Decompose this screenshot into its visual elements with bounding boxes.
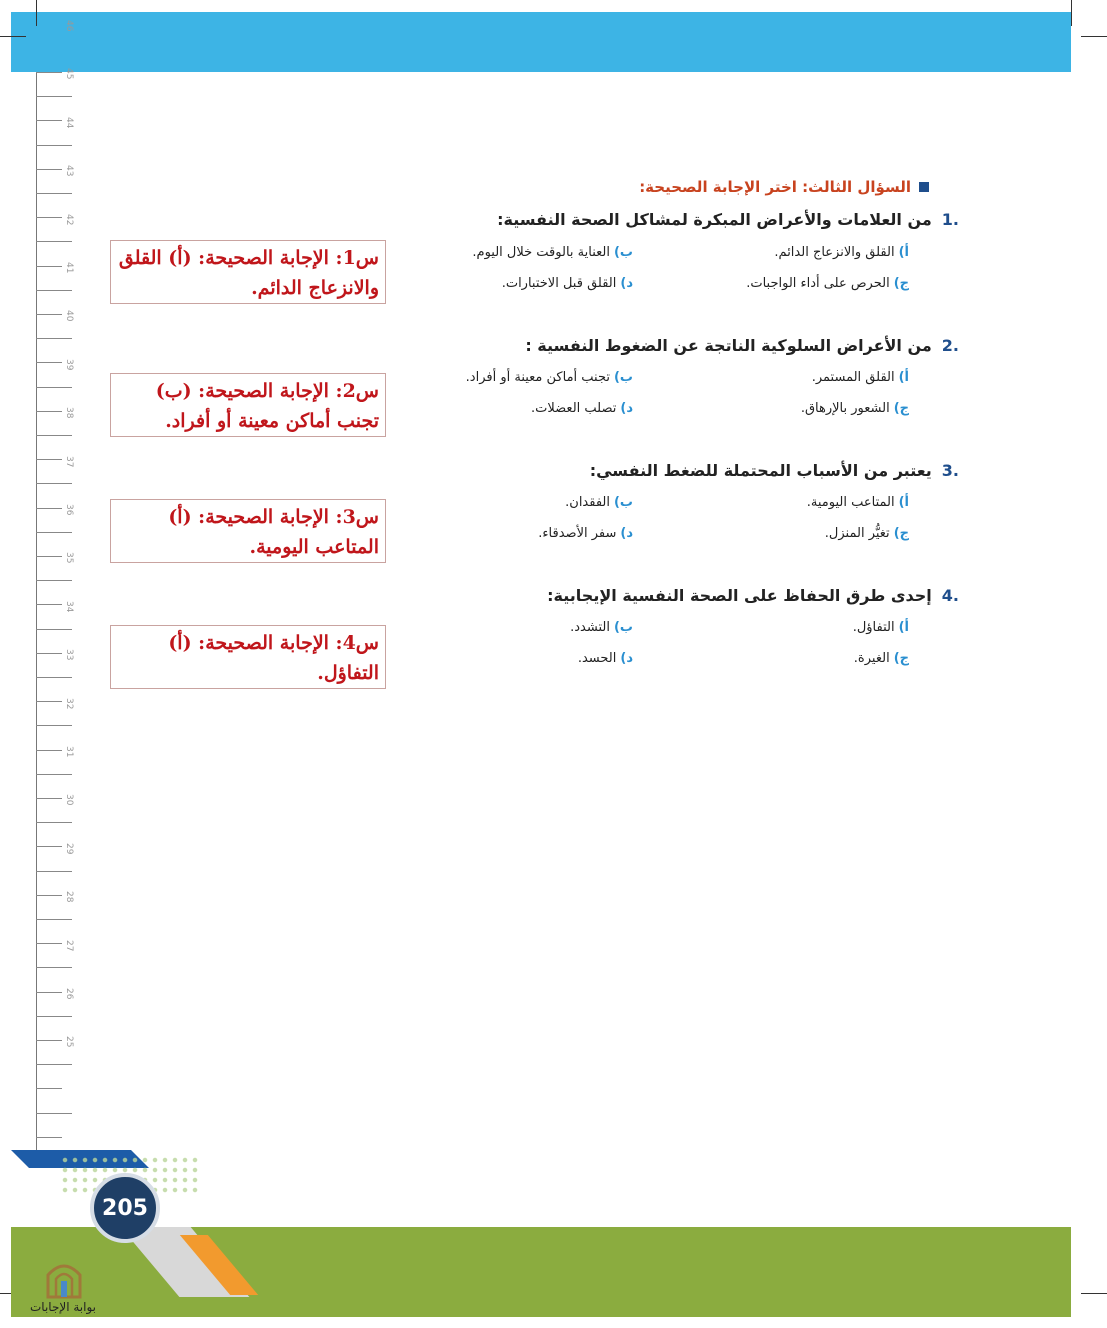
option-b: ب)العناية بالوقت خلال اليوم. <box>472 245 633 260</box>
answer-line: س1: الإجابة الصحيحة: (أ) القلق <box>118 247 379 269</box>
answer-box-1 <box>110 240 386 304</box>
ruler-tick <box>36 725 72 726</box>
ruler-tick <box>36 1137 62 1138</box>
ruler-tick <box>36 750 62 751</box>
ruler-tick <box>36 411 62 412</box>
ruler-tick <box>36 120 62 121</box>
answer-line: المتاعب اليومية. <box>249 536 379 558</box>
ruler-tick <box>36 919 72 920</box>
ruler-tick <box>36 266 62 267</box>
option-a: أ)القلق والانزعاج الدائم. <box>774 245 909 260</box>
top-color-bar <box>11 12 1071 72</box>
ruler-number: 40 <box>64 310 74 322</box>
ruler-number: 44 <box>64 116 74 129</box>
ruler-tick <box>36 774 72 775</box>
ruler-tick <box>36 169 62 170</box>
ruler-tick <box>36 193 72 194</box>
answer-line: س3: الإجابة الصحيحة: (أ) <box>168 506 379 528</box>
ruler-tick <box>36 362 62 363</box>
option-c: ج)الحرص على أداء الواجبات. <box>746 276 909 291</box>
ruler-tick <box>36 241 72 242</box>
option-b: ب)تجنب أماكن معينة أو أفراد. <box>465 370 633 385</box>
question-3: .3يعتبر من الأسباب المحتملة للضغط النفسي: <box>589 461 959 480</box>
mosque-logo-icon <box>44 1255 84 1299</box>
answer-line: التفاؤل. <box>317 662 379 684</box>
ruler-tick <box>36 1016 72 1017</box>
ruler-number: 41 <box>64 262 74 274</box>
ruler-tick <box>36 1040 62 1041</box>
option-b: ب)الفقدان. <box>565 495 633 510</box>
ruler-number: 39 <box>64 358 74 371</box>
crop-mark <box>1081 1293 1107 1294</box>
ruler-number: 42 <box>64 213 74 226</box>
ruler-tick <box>36 387 72 388</box>
answer-box-2 <box>110 373 386 437</box>
ruler-tick <box>36 701 62 702</box>
ruler-tick <box>36 967 72 968</box>
ruler-number: 30 <box>64 794 74 806</box>
option-b: ب)التشدد. <box>570 620 633 635</box>
question-4: .4إحدى طرق الحفاظ على الصحة النفسية الإيجابية: <box>547 586 959 605</box>
answer-line: والانزعاج الدائم. <box>251 277 379 299</box>
ruler-tick <box>36 217 62 218</box>
ruler-tick <box>36 798 62 799</box>
ruler-tick <box>36 992 62 993</box>
section-title <box>639 178 929 196</box>
ruler-tick <box>36 1064 72 1065</box>
option-d: د)الحسد. <box>577 651 633 666</box>
option-a: أ)التفاؤل. <box>852 620 909 635</box>
ruler-number: 34 <box>64 600 74 613</box>
ruler-tick <box>36 629 72 630</box>
ruler-number: 28 <box>64 891 74 903</box>
ruler-tick <box>36 871 72 872</box>
ruler-number: 25 <box>64 1036 74 1048</box>
answer-box-4 <box>110 625 386 689</box>
ruler-number: 45 <box>64 68 74 80</box>
page-number: 205 <box>102 1195 148 1221</box>
square-bullet-icon <box>919 182 929 192</box>
option-d: د)القلق قبل الاختبارات. <box>501 276 633 291</box>
option-c: ج)تغيُّر المنزل. <box>824 526 909 541</box>
ruler-number: 26 <box>64 988 74 1000</box>
ruler-tick <box>36 580 72 581</box>
answer-line: س2: الإجابة الصحيحة: (ب) <box>155 380 379 402</box>
option-a: أ)المتاعب اليومية. <box>806 495 909 510</box>
question-2: .2من الأعراض السلوكية الناتجة عن الضغوط النفسية : <box>525 336 959 355</box>
ruler-number: 38 <box>64 407 74 419</box>
option-d: د)سفر الأصدقاء. <box>538 526 633 541</box>
logo-text: بوابة الإجابات <box>30 1300 97 1314</box>
ruler-tick <box>36 556 62 557</box>
ruler-number: 43 <box>64 165 74 177</box>
answer-line: تجنب أماكن معينة أو أفراد. <box>165 410 379 432</box>
ruler-tick <box>36 532 72 533</box>
ruler-tick <box>36 290 72 291</box>
ruler-number: 31 <box>64 746 74 758</box>
ruler-tick <box>36 822 72 823</box>
crop-mark <box>1081 36 1107 37</box>
option-c: ج)الغيرة. <box>853 651 909 666</box>
ruler-tick <box>36 338 72 339</box>
ruler-number: 46 <box>64 20 74 32</box>
ruler-tick <box>36 604 62 605</box>
crop-mark <box>0 36 26 37</box>
ruler-number: 27 <box>64 939 74 952</box>
ruler-tick <box>36 653 62 654</box>
ruler-tick <box>36 895 62 896</box>
ruler-tick <box>36 508 62 509</box>
crop-mark <box>36 0 37 26</box>
ruler-tick <box>36 943 62 944</box>
crop-mark <box>1071 0 1072 26</box>
ruler-tick <box>36 72 62 73</box>
ruler-number: 35 <box>64 552 74 564</box>
ruler-tick <box>36 145 72 146</box>
answer-line: س4: الإجابة الصحيحة: (أ) <box>168 632 379 654</box>
ruler-tick <box>36 96 72 97</box>
option-c: ج)الشعور بالإرهاق. <box>800 401 909 416</box>
option-a: أ)القلق المستمر. <box>811 370 909 385</box>
question-1: .1من العلامات والأعراض المبكرة لمشاكل الصحة النفسية: <box>497 210 959 229</box>
option-d: د)تصلب العضلات. <box>531 401 633 416</box>
ruler-tick <box>36 435 72 436</box>
ruler-tick <box>36 459 62 460</box>
ruler-number: 32 <box>64 697 74 710</box>
ruler-tick <box>36 314 62 315</box>
section-title-text: السؤال الثالث: اختر الإجابة الصحيحة: <box>639 178 911 196</box>
ruler-tick <box>36 1088 62 1089</box>
ruler-tick <box>36 677 72 678</box>
ruler-number: 29 <box>64 842 74 855</box>
ruler-number: 33 <box>64 649 74 661</box>
ruler-tick <box>36 1113 72 1114</box>
ruler-number: 37 <box>64 455 74 468</box>
ruler-number: 36 <box>64 504 74 516</box>
answer-box-3 <box>110 499 386 563</box>
ruler-tick <box>36 483 72 484</box>
ruler-tick <box>36 846 62 847</box>
page-number-badge <box>90 1173 160 1243</box>
